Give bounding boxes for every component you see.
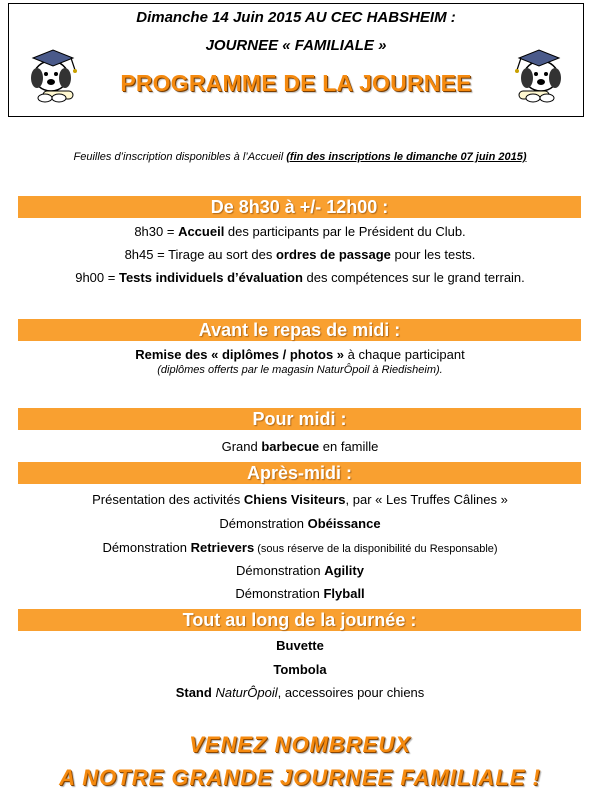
registration-prefix: Feuilles d’inscription disponibles à l’Accueil: [73, 151, 287, 163]
diplomas-line: Remise des « diplômes / photos » à chaque participant: [135, 347, 465, 362]
event-date-location: Dimanche 14 Juin 2015 AU CEC HABSHEIM :: [136, 9, 456, 26]
closing-line-1: VENEZ NOMBREUX: [189, 732, 411, 757]
closing-line-2: A NOTRE GRANDE JOURNEE FAMILIALE !: [59, 765, 541, 790]
registration-deadline: (fin des inscriptions le dimanche 07 juin 2015): [286, 151, 527, 163]
event-subtitle: JOURNEE « FAMILIALE »: [205, 37, 387, 54]
tombola-line: Tombola: [273, 662, 327, 677]
activity-obeissance: Démonstration Obéissance: [219, 516, 381, 531]
activity-agility: Démonstration Agility: [236, 563, 364, 578]
page-title: PROGRAMME DE LA JOURNEE: [120, 70, 472, 96]
diplomas-note: (diplômes offerts par le magasin NaturÔpoil à Riedisheim).: [157, 364, 443, 376]
section-morning-heading: De 8h30 à +/- 12h00 :: [18, 196, 581, 218]
section-all-day-heading: Tout au long de la journée :: [18, 609, 581, 631]
header-box: [8, 3, 584, 117]
activity-chiens-visiteurs: Présentation des activités Chiens Visiteurs, par « Les Truffes Câlines »: [92, 492, 508, 507]
graduate-dog-icon: [15, 36, 85, 106]
section-before-lunch-heading: Avant le repas de midi :: [18, 319, 581, 341]
registration-note: [0, 151, 600, 163]
barbecue-line: Grand barbecue en famille: [221, 439, 379, 454]
section-afternoon-heading: Après-midi :: [18, 462, 581, 484]
schedule-item-tests: 9h00 = Tests individuels d’évaluation des compétences sur le grand terrain.: [75, 270, 525, 285]
stand-line: Stand NaturÔpoil, accessoires pour chiens: [175, 685, 425, 700]
activity-flyball: Démonstration Flyball: [235, 586, 365, 601]
schedule-item-accueil: 8h30 = Accueil des participants par le Président du Club.: [134, 224, 466, 239]
activity-retrievers: Démonstration Retrievers (sous réserve de la disponibilité du Responsable): [102, 540, 498, 555]
graduate-dog-icon: [507, 36, 577, 106]
section-lunch-heading: Pour midi :: [18, 408, 581, 430]
schedule-item-tirage: 8h45 = Tirage au sort des ordres de passage pour les tests.: [124, 247, 476, 262]
buvette-line: Buvette: [276, 638, 324, 653]
